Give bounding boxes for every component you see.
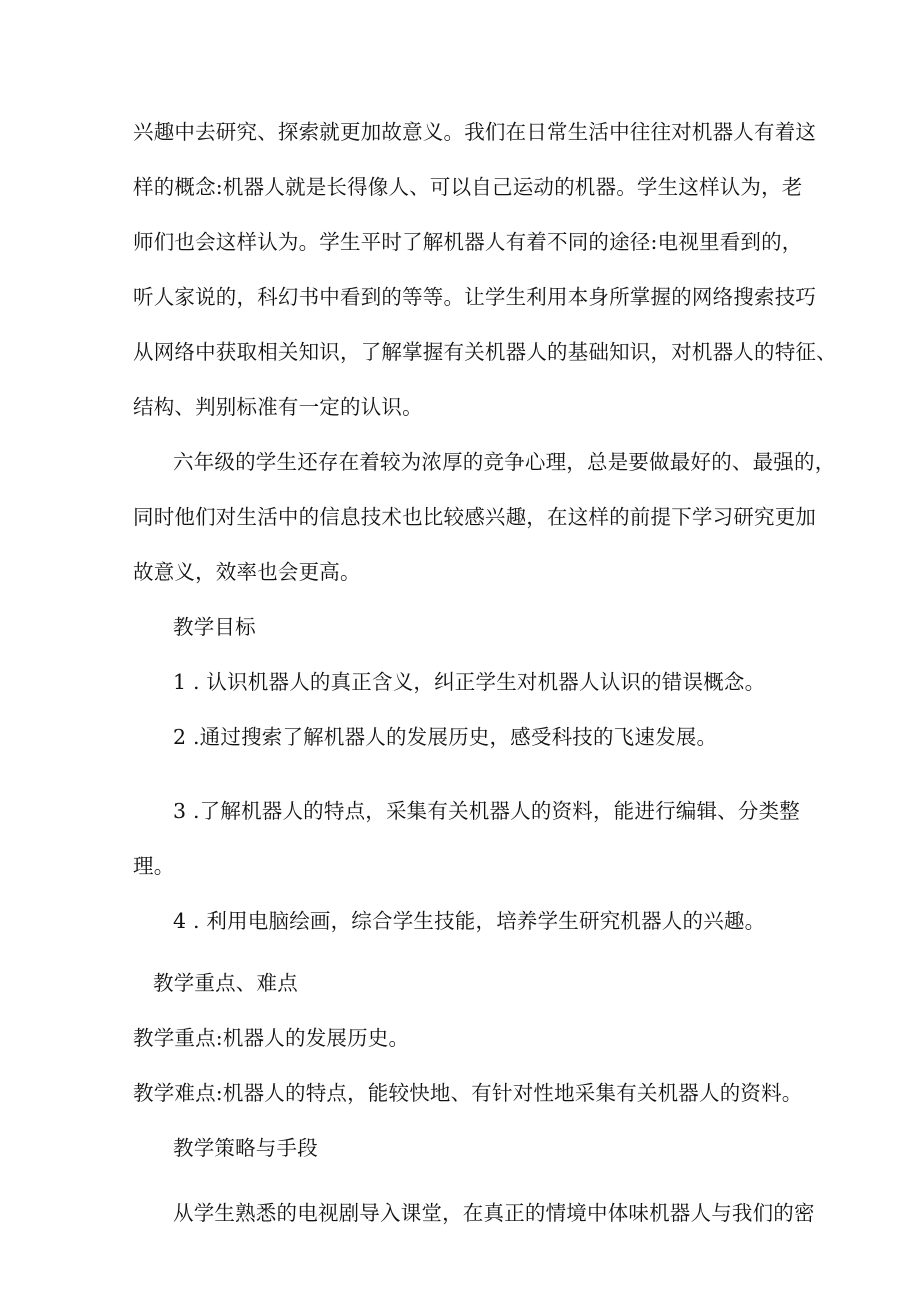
key-point-text: 教学重点:机器人的发展历史。 bbox=[133, 1026, 410, 1050]
objective-item-2: 2 .通过搜索了解机器人的发展历史，感受科技的飞速发展。 bbox=[173, 725, 718, 749]
body-text-line: 样的概念:机器人就是长得像人、可以自己运动的机器。学生这样认为，老 bbox=[133, 175, 803, 199]
objective-item-4: 4 . 利用电脑绘画，综合学生技能，培养学生研究机器人的兴趣。 bbox=[173, 909, 766, 933]
objective-item-3-continued: 理。 bbox=[133, 854, 175, 878]
body-text-line: 六年级的学生还存在着较为浓厚的竞争心理，总是要做最好的、最强的， bbox=[173, 450, 836, 474]
section-heading-key-points: 教学重点、难点 bbox=[153, 971, 298, 995]
strategy-text-line: 从学生熟悉的电视剧导入课堂，在真正的情境中体味机器人与我们的密 bbox=[173, 1201, 815, 1225]
body-text-line: 从网络中获取相关知识，了解掌握有关机器人的基础知识，对机器人的特征、 bbox=[133, 340, 837, 364]
body-text-line: 师们也会这样认为。学生平时了解机器人有着不同的途径:电视里看到的， bbox=[133, 230, 803, 254]
body-text-line: 听人家说的，科幻书中看到的等等。让学生利用本身所掌握的网络搜索技巧 bbox=[133, 285, 817, 309]
objective-item-3: 3 .了解机器人的特点，采集有关机器人的资料，能进行编辑、分类整 bbox=[173, 799, 800, 823]
body-text-line: 同时他们对生活中的信息技术也比较感兴趣，在这样的前提下学习研究更加 bbox=[133, 505, 817, 529]
body-text-line: 结构、判别标准有一定的认识。 bbox=[133, 395, 423, 419]
section-heading-strategy: 教学策略与手段 bbox=[173, 1136, 318, 1160]
body-text-line: 故意义，效率也会更高。 bbox=[133, 560, 361, 584]
objective-item-1: 1 . 认识机器人的真正含义，纠正学生对机器人认识的错误概念。 bbox=[173, 670, 766, 694]
section-heading-objectives: 教学目标 bbox=[173, 615, 256, 639]
body-text-line: 兴趣中去研究、探索就更加故意义。我们在日常生活中往往对机器人有着这 bbox=[133, 120, 817, 144]
difficulty-text: 教学难点:机器人的特点，能较快地、有针对性地采集有关机器人的资料。 bbox=[133, 1081, 803, 1105]
